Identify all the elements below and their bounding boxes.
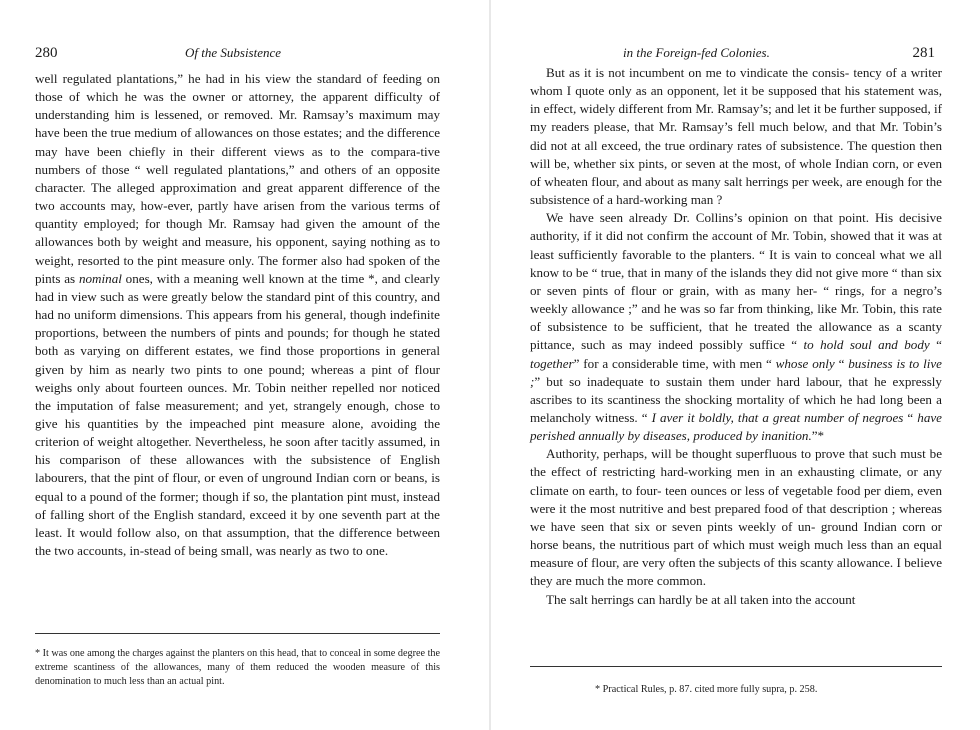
- right-paragraph-1: But as it is not incumbent on me to vindicate the consis- tency of a writer whom I quote only as an opponent, let it be supposed that his statement was, in effect, widely different from Mr. Ramsay’s; and let it be further supposed, if my readers please, that Mr. Ramsay’s fell much below, and that Mr. Tobin’s did not at all exceed, the true ordinary rates of subsistence. The question then will be, whether six pints, or seven at the most, of whole Indian corn, or even of wheaten flour, and about as many salt herrings per week, are enough for the subsistence of a hard-working man ?: [530, 65, 943, 208]
- right-paragraph-3: Authority, perhaps, will be thought superfluous to prove that such must be the effect of restricting hard-working men in an exhausting climate, or any climate on earth, to four- teen ounces or less of vegetable food per diem, even were it the most nutritive and best prepared food of that description ; whereas we have seen that six or seven pints weekly of un- ground Indian corn or horse beans, the nutritious part of which must weigh much less than an equal measure of flour, are very often the subjects of this scanty allowance. I believe they are much the more common.: [530, 446, 943, 589]
- right-footnote: * Practical Rules, p. 87. cited more fully supra, p. 258.: [595, 684, 818, 695]
- quote-business: business is to live ;: [530, 355, 942, 389]
- quote-aver: I aver it boldly, that a great number of negroes: [651, 409, 904, 425]
- page-number: 280: [35, 45, 58, 61]
- running-title: in the Foreign-fed Colonies.: [623, 45, 770, 60]
- right-body-text: [530, 64, 942, 609]
- running-title: Of the Subsistence: [185, 45, 282, 60]
- right-running-head: [530, 43, 935, 63]
- quote-together: together: [530, 355, 574, 371]
- quote-hold-soul: to hold soul and body: [803, 337, 930, 353]
- left-paragraph: well regulated plantations,” he had in his view the standard of feeding on those of which he was the owner or attorney, the apparent difficulty of understanding him is lessened, or removed. Mr. Ramsay’s maximum may have been the true medium of allowances on those estates; and the difference may have been chiefly in their different views as to the compara-tive numbers of those “ well regulated plantations,” and others of an opposite character. The alleged approximation and great apparent difference of the two accounts may, how-ever, partly have arisen from the various terms of quantity employed; for though Mr. Ramsay had given the amount of the allowances both by weight and measure, his opponent, saying nothing as to weight, resorted to the pint measure only. The former also had spoken of the pints as nominal ones, with a meaning well known at the time *, and clearly had in view such as were greatly below the standard pint of this country, and had no uniform dimensions. This appears from his general, though indefinite proportions, between the numbers of pints and pounds; for though he stated both as varying on different estates, we find those proportions in general given by him as nearly two pints to one pound; whereas a pint of flour weighs only about fourteen ounces. Mr. Tobin neither repelled nor noticed the imputation of false measurement; and yet, strangely enough, chose to give his quantities by the impeached pint measure alone, avoiding the criterion of weight altogether. Nevertheless, he soon after tacitly assumed, in his comparison of these allowances with the subsistence of English labourers, that the pint of flour, or even of unground Indian corn or beans, is equal to a pound of the former; though if so, the plantation pint must, instead of falling short of the English standard, exceed it by one seventh part at the least. It would follow also, on that assumption, that the difference between the two accounts, in-stead of being small, was nearly as two to one.: [35, 71, 441, 559]
- left-body-text: [35, 70, 440, 560]
- left-running-head: [35, 43, 440, 63]
- footnote-rule: [35, 633, 440, 634]
- page-number: 281: [912, 45, 935, 61]
- right-paragraph-2: We have seen already Dr. Collins’s opinion on that point. His decisive authority, if it did not confirm the account of Mr. Tobin, showed that it was at least sufficiently favorable to the planters. “ It is vain to conceal what we all know to be “ true, that in many of the islands they did not give more “ than six or seven pints of flour or grain, with as many her- “ rings, for a negro’s weekly allowance ;” and he was so far from thinking, like Mr. Tobin, this rate of subsistence to be sufficient, that he treated the allowance as a scanty pittance, such as may indeed possibly suffice “ to hold soul and body “ together” for a considerable time, with men “ whose only “ business is to live ;” but so inadequate to sustain them under hard labour, that he expressly ascribes to its scantiness the shocking mortality of which he had long been a melancholy witness. “ I aver it boldly, that a great number of negroes “ have perished annually by diseases, produced by inanition.”*: [530, 210, 942, 444]
- left-footnote: * It was one among the charges against the planters on this head, that to conceal in some degree the extreme scantiness of the allowances, many of them reduced the wooden measure of this denomination to much less than an actual pint.: [35, 648, 441, 687]
- footnote-rule: [530, 666, 942, 667]
- quote-perished: have perished annually by diseases, produced by inanition.: [530, 409, 942, 444]
- right-paragraph-4: The salt herrings can hardly be at all taken into the account: [546, 591, 856, 607]
- nominal-word: nominal: [78, 270, 122, 286]
- right-page: [490, 0, 980, 730]
- quote-whose-only: whose only: [775, 355, 835, 371]
